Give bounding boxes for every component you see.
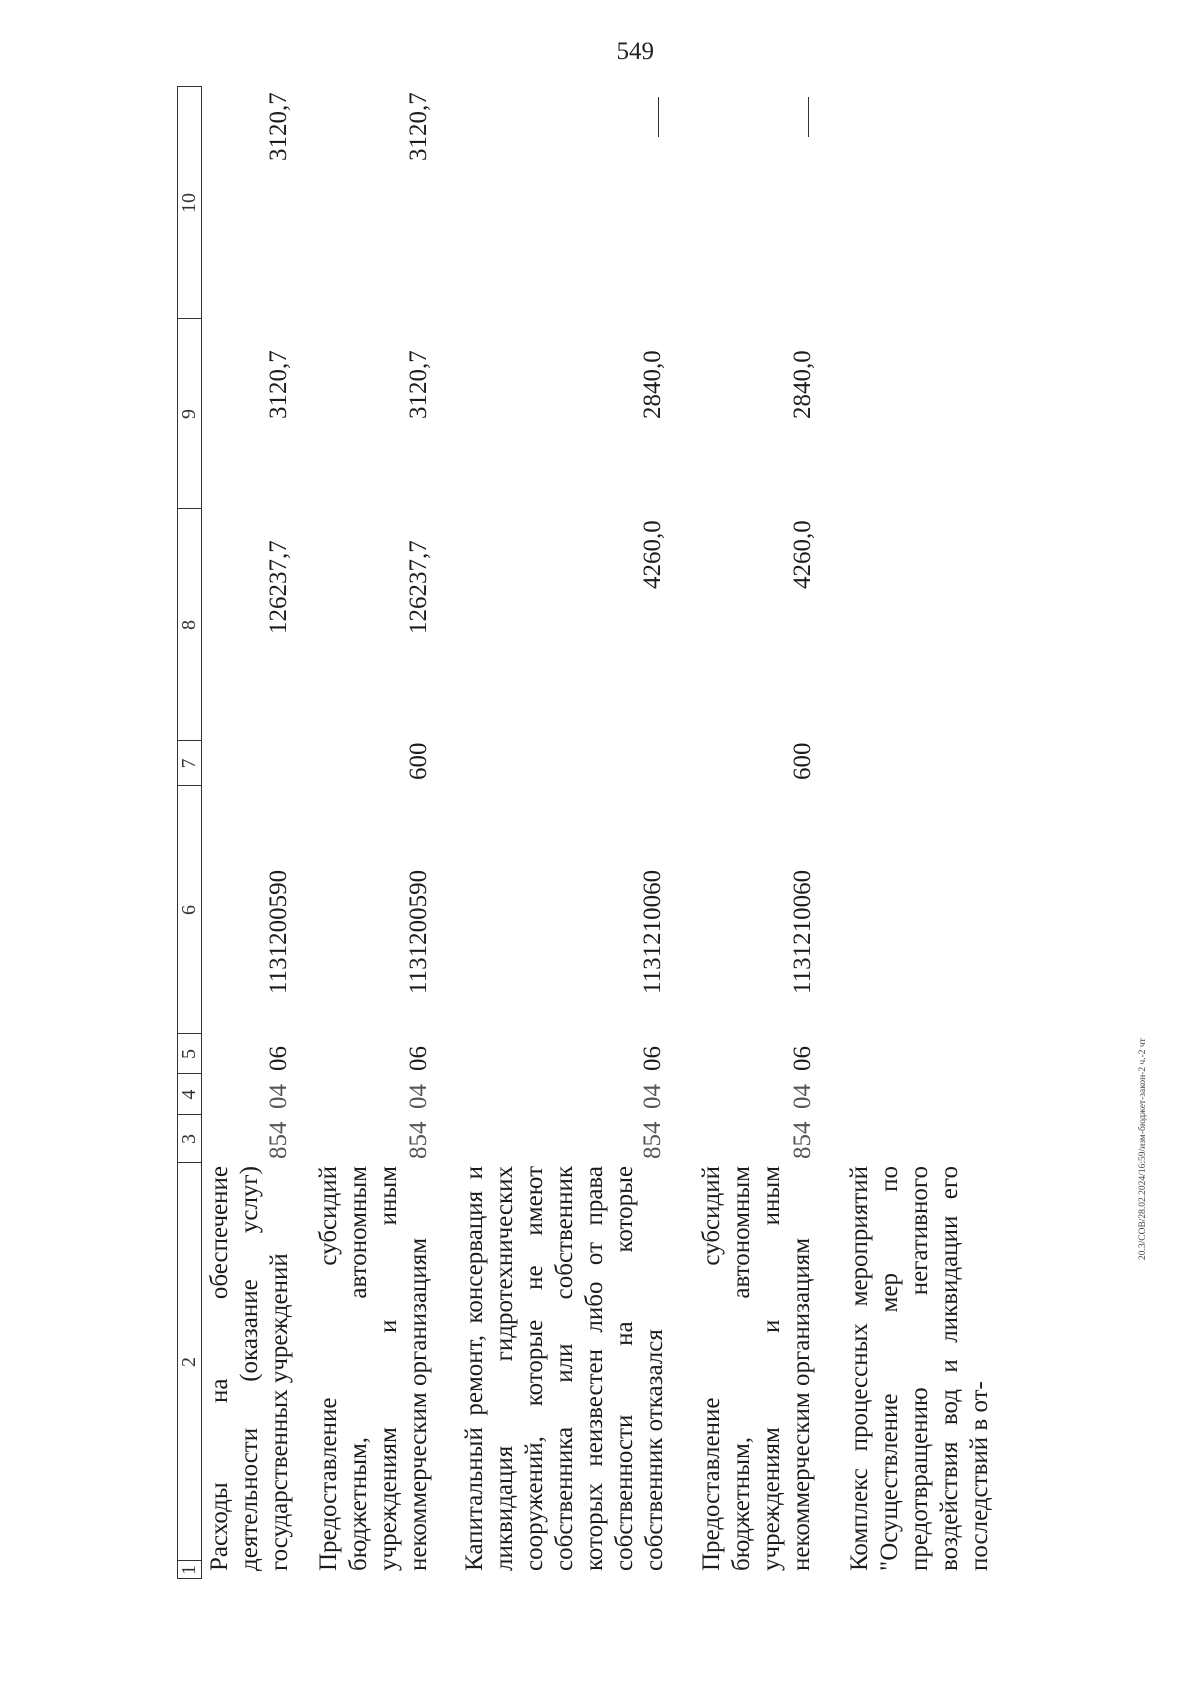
row-4-description: Предоставление субсидий бюджетным, автономным учреждениям и иным некоммерческим организациям bbox=[698, 1166, 815, 1571]
row-1-description: Расходы на обеспечение деятельности (оказание услуг) государственных учреждений bbox=[206, 1166, 293, 1571]
header-col-2: 2 bbox=[178, 1357, 200, 1367]
budget-table bbox=[177, 79, 1177, 1579]
row-3-col-10-dash bbox=[658, 97, 659, 137]
row-1-col-9: 3120,7 bbox=[265, 350, 292, 419]
table-header-row bbox=[177, 86, 201, 1579]
row-4-col-4: 04 bbox=[789, 1084, 816, 1109]
row-1-col-4: 04 bbox=[265, 1084, 292, 1109]
row-2-col-9: 3120,7 bbox=[405, 350, 432, 419]
row-3-description: Капитальный ремонт, консервация и ликвидация гидротехнических сооружений, которые не имеют собственника или собственник которых неизвестен либо от права собственности на которые собственник отказался bbox=[461, 1166, 668, 1571]
row-3-col-4: 04 bbox=[639, 1084, 666, 1109]
row-2-col-4: 04 bbox=[405, 1084, 432, 1109]
row-4-col-5: 06 bbox=[789, 1046, 816, 1071]
header-col-10: 10 bbox=[178, 193, 200, 213]
row-4-col-3: 854 bbox=[789, 1121, 816, 1159]
row-2-col-10: 3120,7 bbox=[405, 92, 432, 161]
row-2-col-6: 1131200590 bbox=[405, 869, 432, 994]
row-2-col-5: 06 bbox=[405, 1046, 432, 1071]
row-1-col-5: 06 bbox=[265, 1046, 292, 1071]
row-3-col-3: 854 bbox=[639, 1121, 666, 1159]
row-1-col-10: 3120,7 bbox=[265, 92, 292, 161]
header-col-1: 1 bbox=[178, 1565, 200, 1575]
row-2-col-8: 126237,7 bbox=[405, 540, 432, 634]
row-3-col-5: 06 bbox=[639, 1046, 666, 1071]
header-col-4: 4 bbox=[178, 1089, 200, 1100]
header-col-7: 7 bbox=[178, 758, 200, 769]
header-col-6: 6 bbox=[178, 905, 200, 915]
row-4-col-6: 1131210060 bbox=[789, 869, 816, 994]
header-col-5: 5 bbox=[178, 1049, 200, 1059]
row-5-description: Комплекс процессных мероприятий "Осуществление мер по предотвращению негативного воздействия вод и ликвидации его последствий в от- bbox=[846, 1166, 993, 1571]
row-3-col-6: 1131210060 bbox=[639, 869, 666, 994]
row-2-col-7: 600 bbox=[405, 742, 432, 780]
header-col-8: 8 bbox=[178, 620, 200, 630]
page-number: 549 bbox=[616, 38, 654, 65]
row-4-col-7: 600 bbox=[789, 742, 816, 780]
row-3-col-8: 4260,0 bbox=[639, 520, 666, 589]
row-1-col-6: 1131200590 bbox=[265, 869, 292, 994]
row-2-col-3: 854 bbox=[405, 1121, 432, 1159]
row-1-col-3: 854 bbox=[265, 1121, 292, 1159]
row-4-col-8: 4260,0 bbox=[789, 520, 816, 589]
document-footer-code: 20.3/СОВ/28.02.2024/16:59/изм-бюджет-закон-2 ч.-2 чт bbox=[1138, 1038, 1148, 1260]
row-4-col-10-dash bbox=[808, 97, 809, 137]
header-col-9: 9 bbox=[178, 409, 200, 419]
row-2-description: Предоставление субсидий бюджетным, автономным учреждениям и иным некоммерческим организациям bbox=[315, 1166, 432, 1571]
row-4-col-9: 2840,0 bbox=[789, 350, 816, 419]
header-col-3: 3 bbox=[178, 1134, 200, 1144]
row-3-col-9: 2840,0 bbox=[639, 350, 666, 419]
row-1-col-8: 126237,7 bbox=[265, 540, 292, 634]
